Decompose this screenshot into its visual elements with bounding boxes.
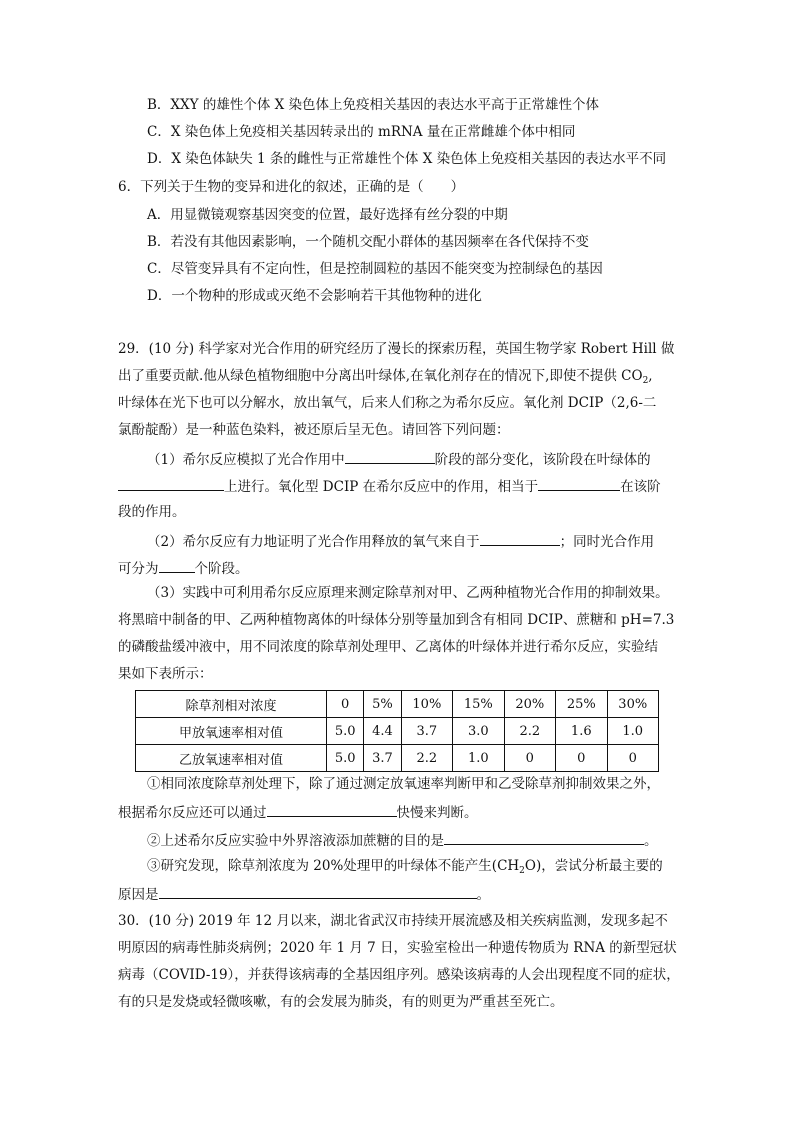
answer-blank-2[interactable] (118, 476, 224, 491)
option-d-prev: D．X 染色体缺失 1 条的雌性与正常雄性个体 X 染色体上免疫相关基因的表达水平不同 (147, 151, 667, 167)
answer-blank-6[interactable] (267, 802, 397, 817)
question-6-option-c: C．尽管变异具有不定向性，但是控制圆粒的基因不能突变为控制绿色的基因 (147, 261, 603, 277)
table-cell: 2.2 (504, 718, 555, 745)
question-6-option-a: A．用显微镜观察基因突变的位置，最好选择有丝分裂的中期 (147, 207, 508, 223)
q29-intro-line2-comma: , (648, 368, 653, 384)
q29-intro-line4: 氯酚靛酚）是一种蓝色染料，被还原后呈无色。请回答下列问题： (118, 422, 510, 438)
q30-line4: 有的只是发烧或轻微咳嗽，有的会发展为肺炎，有的则更为严重甚至死亡。 (118, 994, 564, 1010)
q29-sub1-line1: ①相同浓度除草剂处理下，除了通过测定放氧速率判断甲和乙受除草剂抑制效果之外， (147, 776, 660, 792)
table-cell: 0 (556, 745, 607, 772)
herbicide-data-table (135, 690, 659, 772)
table-cell: 10% (401, 691, 452, 718)
question-6-option-d: D．一个物种的形成或灭绝不会影响若干其他物种的进化 (147, 288, 482, 304)
table-row (136, 745, 659, 772)
q29-sub3-line1 (147, 857, 663, 880)
option-c-prev: C．X 染色体上免疫相关基因转录出的 mRNA 量在正常雌雄个体中相同 (147, 124, 576, 140)
q29-sub1-text-a: 根据希尔反应还可以通过 (118, 805, 267, 821)
question-6-option-b: B．若没有其他因素影响，一个随机交配小群体的基因频率在各代保持不变 (147, 234, 589, 250)
q29-part2-text-a: （2）希尔反应有力地证明了光合作用释放的氧气来自于 (147, 534, 480, 550)
answer-blank-7[interactable] (444, 830, 644, 845)
table-cell: 3.7 (401, 718, 452, 745)
table-header-label: 除草剂相对浓度 (136, 691, 327, 718)
q29-part2-line2 (118, 558, 249, 578)
question-6-stem: 6．下列关于生物的变异和进化的叙述，正确的是（ ） (118, 179, 465, 195)
table-cell: 5.0 (327, 718, 364, 745)
q29-intro-line1: 29．(10 分) 科学家对光合作用的研究经历了漫长的探索历程，英国生物学家 Robert Hill 做 (118, 341, 675, 357)
table-cell: 0 (607, 745, 659, 772)
q30-line1: 30．(10 分) 2019 年 12 月以来，湖北省武汉市持续开展流感及相关疾病监测，发现多起不 (118, 913, 668, 929)
q29-part3-line4: 果如下表所示： (118, 666, 213, 682)
q29-sub3-text-d: 。 (476, 887, 490, 903)
answer-blank-8[interactable] (159, 884, 477, 899)
co2-subscript: 2 (642, 376, 649, 386)
table-cell: 5% (364, 691, 401, 718)
q29-part2-text-c: 可分为 (118, 561, 159, 577)
q29-part1-line1 (147, 449, 651, 469)
q29-part1-text-d: 在该阶 (620, 479, 661, 495)
q29-part3-line2: 将黑暗中制备的甲、乙两种植物离体的叶绿体分别等量加到含有相同 DCIP、蔗糖和 pH=7.3 (118, 612, 675, 628)
q29-sub3-text-b: O)，尝试分析最主要的 (524, 858, 663, 874)
table-row-label: 乙放氧速率相对值 (136, 745, 327, 772)
answer-blank-3[interactable] (538, 476, 620, 491)
q29-part1-text-b: 阶段的部分变化，该阶段在叶绿体的 (434, 452, 651, 468)
table-cell: 2.2 (401, 745, 452, 772)
q29-part2-text-d: 个阶段。 (194, 561, 249, 577)
q29-sub1-line2 (118, 802, 478, 822)
q29-part3-line3: 的磷酸盐缓冲液中，用不同浓度的除草剂处理甲、乙离体的叶绿体并进行希尔反应，实验结 (118, 639, 658, 655)
answer-blank-5[interactable] (159, 558, 195, 573)
table-cell: 1.6 (556, 718, 607, 745)
q29-part1-text-a: （1）希尔反应模拟了光合作用中 (147, 452, 345, 468)
q29-sub3-line2 (118, 884, 490, 904)
table-cell: 3.0 (453, 718, 504, 745)
q29-sub2 (147, 830, 658, 850)
table-cell: 25% (556, 691, 607, 718)
q30-line2: 明原因的病毒性肺炎病例；2020 年 1 月 7 日，实验室检出一种遗传物质为 RNA 的新型冠状 (118, 940, 677, 956)
table-cell: 15% (453, 691, 504, 718)
table-cell: 30% (607, 691, 659, 718)
table-cell: 0 (504, 745, 555, 772)
table-header-row (136, 691, 659, 718)
q29-sub2-text-a: ②上述希尔反应实验中外界溶液添加蔗糖的目的是 (147, 833, 444, 849)
q29-sub3-text-a: ③研究发现，除草剂浓度为 20%处理甲的叶绿体不能产生(CH (147, 858, 520, 874)
table-cell: 1.0 (453, 745, 504, 772)
q30-line3: 病毒（COVID-19），并获得该病毒的全基因组序列。感染该病毒的人会出现程度不同的症状， (118, 967, 680, 983)
table-cell: 0 (327, 691, 364, 718)
table-cell: 3.7 (364, 745, 401, 772)
answer-blank-1[interactable] (345, 449, 435, 464)
q29-part1-text-c: 上进行。氧化型 DCIP 在希尔反应中的作用，相当于 (224, 479, 539, 495)
table-cell: 5.0 (327, 745, 364, 772)
table-row-label: 甲放氧速率相对值 (136, 718, 327, 745)
ch2o-subscript: 2 (519, 866, 525, 876)
q29-part2-text-b: ；同时光合作用 (559, 534, 655, 550)
table-cell: 20% (504, 691, 555, 718)
q29-intro-line3: 叶绿体在光下也可以分解水，放出氧气，后来人们称之为希尔反应。氧化剂 DCIP（2,6-二 (118, 395, 657, 411)
table-row (136, 718, 659, 745)
option-b-prev: B．XXY 的雄性个体 X 染色体上免疫相关基因的表达水平高于正常雄性个体 (147, 97, 600, 113)
table-cell: 1.0 (607, 718, 659, 745)
answer-blank-4[interactable] (480, 531, 560, 546)
q29-sub3-text-c: 原因是 (118, 887, 159, 903)
q29-part3-line1: （3）实践中可利用希尔反应原理来测定除草剂对甲、乙两种植物光合作用的抑制效果。 (147, 585, 669, 601)
q29-part1-line3: 段的作用。 (118, 504, 186, 520)
q29-part2-line1 (147, 531, 654, 551)
q29-sub1-text-b: 快慢来判断。 (396, 805, 478, 821)
q29-sub2-text-b: 。 (644, 833, 658, 849)
q29-intro-line2 (118, 367, 653, 390)
q29-part1-line2 (118, 476, 661, 496)
q29-intro-line2-text: 出了重要贡献.他从绿色植物细胞中分离出叶绿体,在氧化剂存在的情况下,即使不提供 CO (118, 368, 643, 384)
table-cell: 4.4 (364, 718, 401, 745)
